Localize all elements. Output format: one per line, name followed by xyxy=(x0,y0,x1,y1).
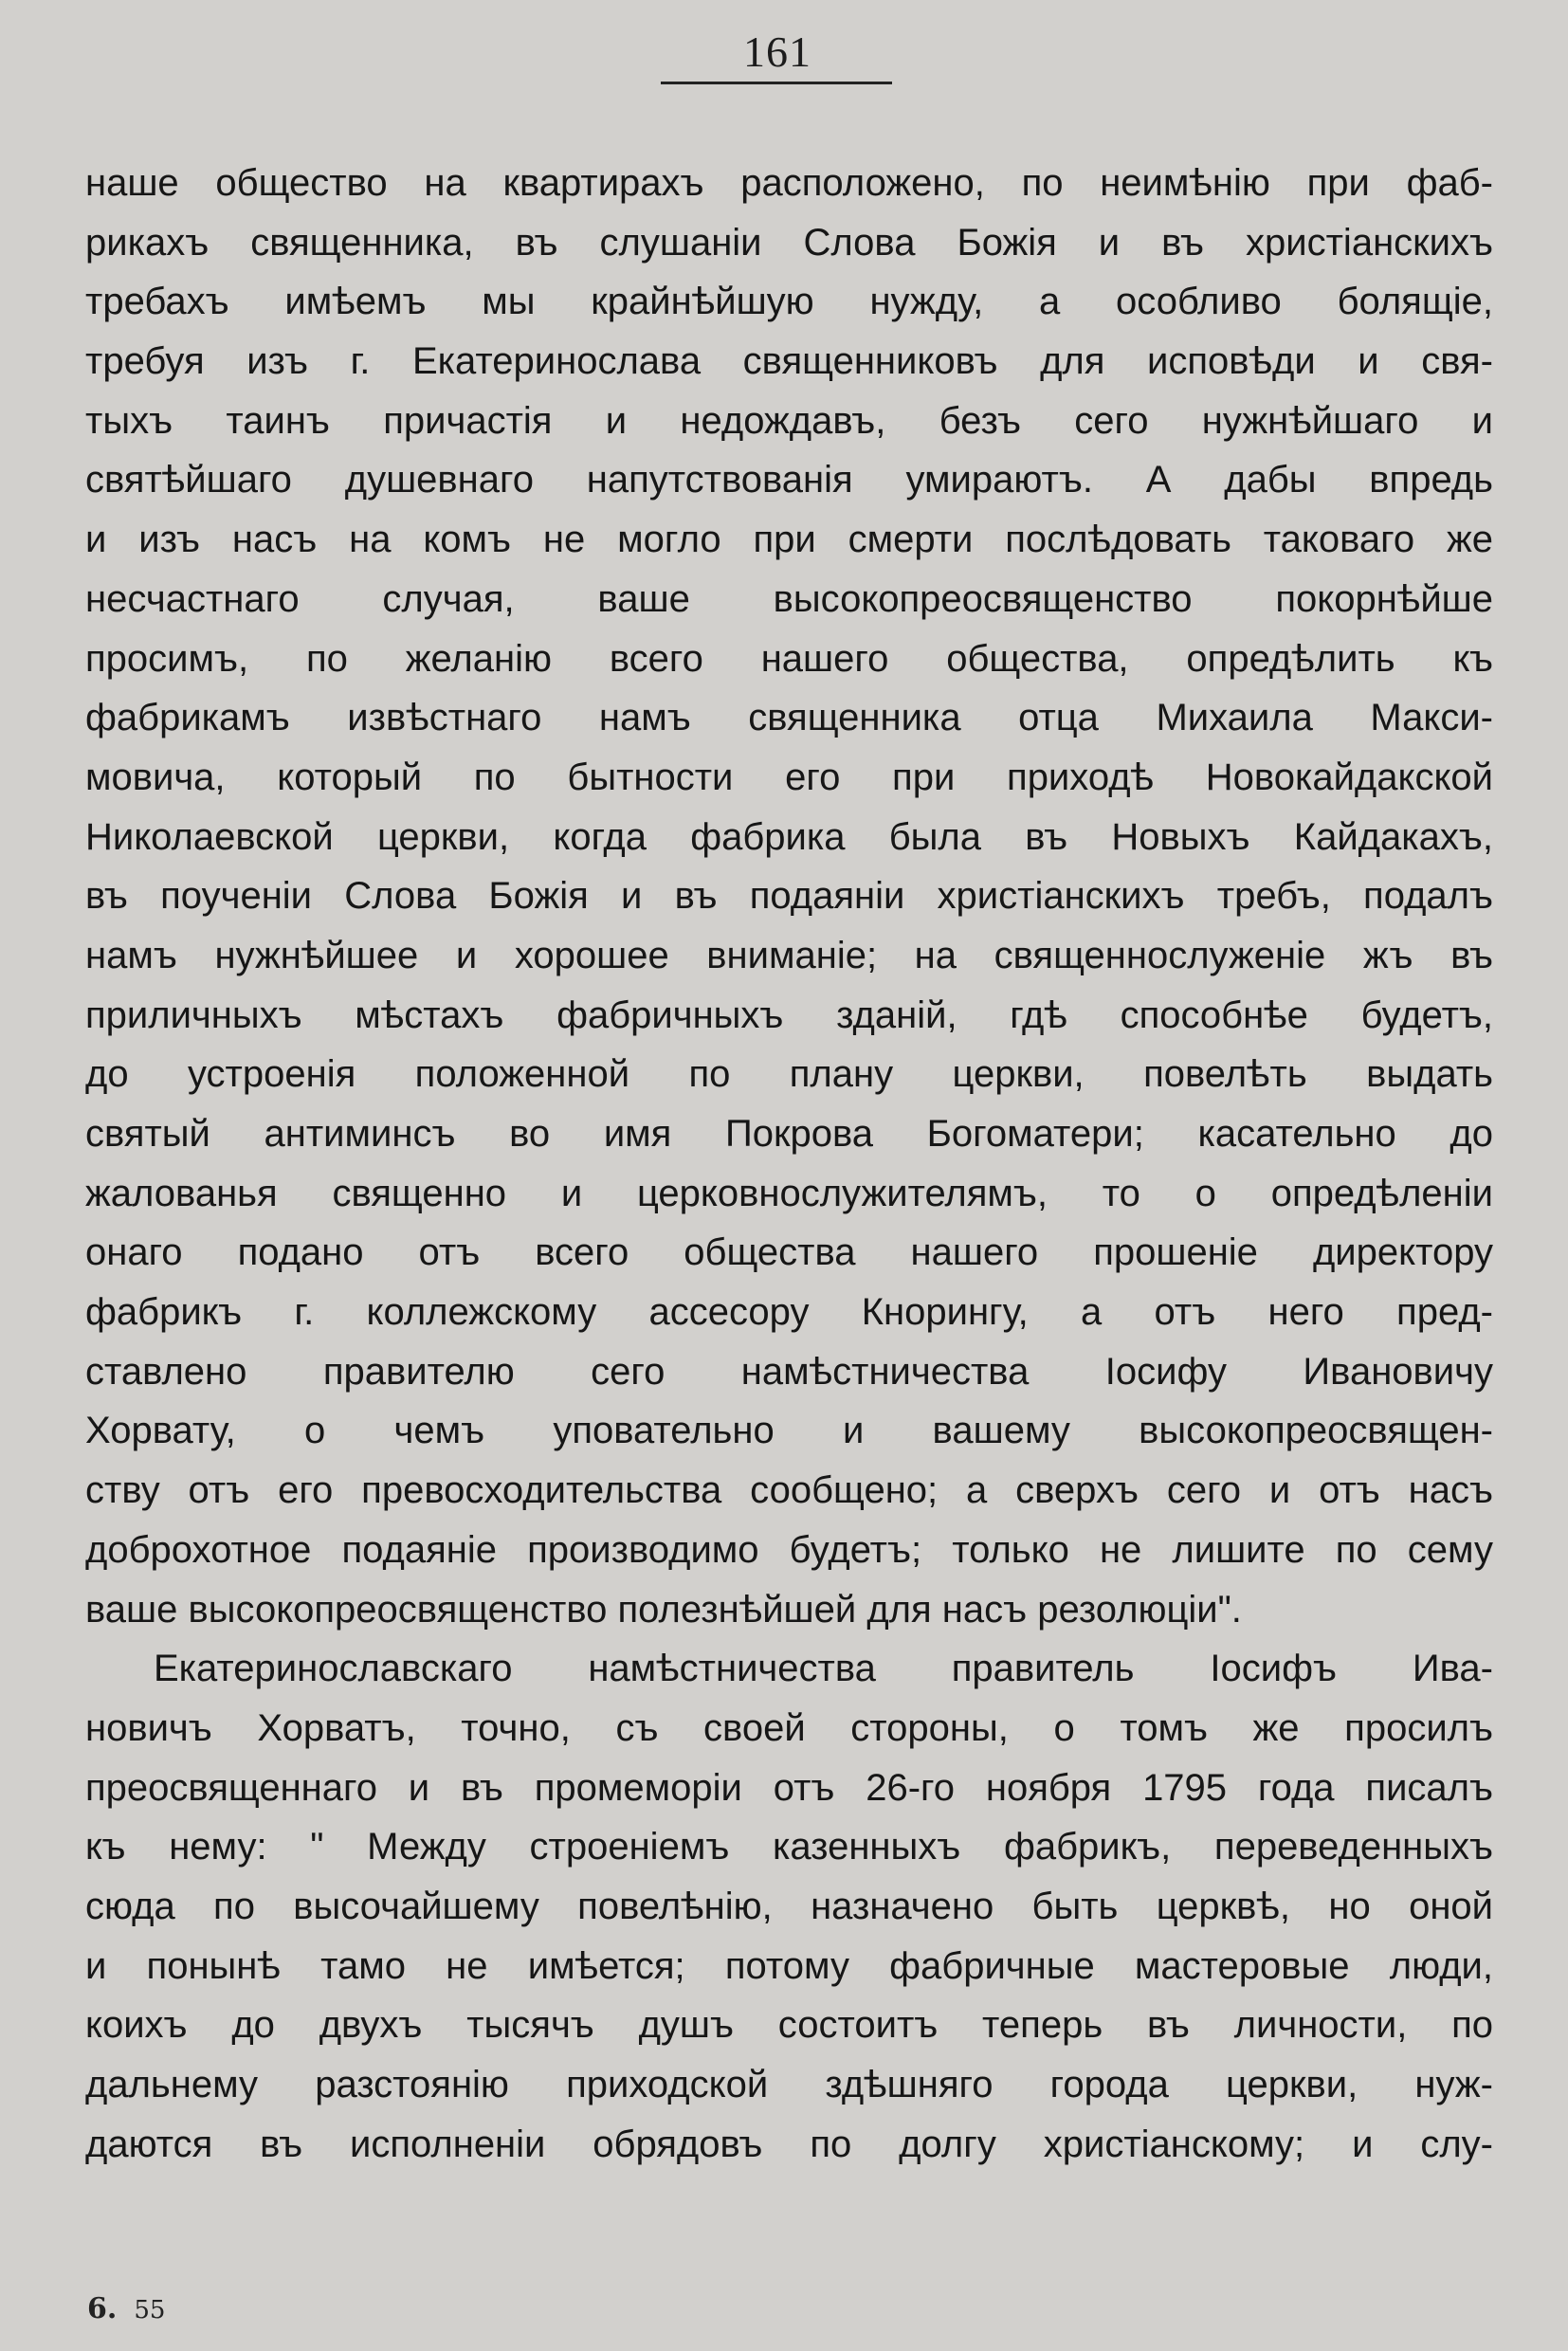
text-line: новичъ Хорватъ, точно, съ своей стороны, о томъ же просилъ xyxy=(85,1706,1493,1749)
text-line: намъ нужнѣйшее и хорошее вниманіе; на священнослуженіе жъ въ xyxy=(85,934,1493,976)
printer-signature xyxy=(87,2292,165,2325)
text-line: и понынѣ тамо не имѣется; потому фабричные мастеровые люди, xyxy=(85,1944,1493,1987)
text-line: просимъ, по желанію всего нашего общества, опредѣлить къ xyxy=(85,637,1493,680)
text-line: требахъ имѣемъ мы крайнѣйшую нужду, а особливо болящіе, xyxy=(85,281,1493,323)
text-line: преосвященнаго и въ промеморіи отъ 26-го ноября 1795 года писалъ xyxy=(85,1766,1493,1809)
text-line: наше общество на квартирахъ расположено, по неимѣнію при фаб- xyxy=(85,162,1493,204)
paragraph-start-line: Екатеринославскаго намѣстничества правитель Іосифъ Ива- xyxy=(154,1648,1493,1690)
text-line: коихъ до двухъ тысячъ душъ состоитъ теперь въ личности, по xyxy=(85,2004,1493,2047)
text-line: Николаевской церкви, когда фабрика была въ Новыхъ Кайдакахъ, xyxy=(85,815,1493,858)
text-line: тыхъ таинъ причастія и недождавъ, безъ сего нужнѣйшаго и xyxy=(85,399,1493,442)
text-line: доброхотное подаяніе производимо будетъ; только не лишите по сему xyxy=(85,1528,1493,1571)
text-line: приличныхъ мѣстахъ фабричныхъ зданій, гдѣ способнѣе будетъ, xyxy=(85,993,1493,1036)
page-number-rule xyxy=(661,82,892,84)
text-line: дальнему разстоянію приходской здѣшняго города церкви, нуж- xyxy=(85,2064,1493,2105)
text-line: сюда по высочайшему повелѣнію, назначено быть церквѣ, но оной xyxy=(85,1885,1493,1927)
text-line: даются въ исполненіи обрядовъ по долгу христіанскому; и слу- xyxy=(85,2123,1493,2165)
text-line: рикахъ священника, въ слушаніи Слова Божія и въ христіанскихъ xyxy=(85,221,1493,264)
body-text xyxy=(85,154,1493,2174)
text-line: фабрикъ г. коллежскому ассесору Кнорингу, а отъ него пред- xyxy=(85,1291,1493,1334)
text-line: святѣйшаго душевнаго напутствованія умираютъ. А дабы впредь xyxy=(85,459,1493,501)
text-line: до устроенія положенной по плану церкви, повелѣть выдать xyxy=(85,1053,1493,1096)
text-line: и изъ насъ на комъ не могло при смерти послѣдовать таковаго же xyxy=(85,519,1493,561)
text-line: мовича, который по бытности его при приходѣ Новокайдакской xyxy=(85,756,1493,798)
text-line: жалованья священно и церковнослужителямъ, то о опредѣленіи xyxy=(85,1172,1493,1214)
text-line: ству отъ его превосходительства сообщено; а сверхъ сего и отъ насъ xyxy=(85,1469,1493,1512)
text-line: къ нему: " Между строеніемъ казенныхъ фабрикъ, переведенныхъ xyxy=(85,1826,1493,1868)
page-number: 161 xyxy=(743,27,811,76)
text-line: требуя изъ г. Екатеринослава священниковъ для исповѣди и свя- xyxy=(85,340,1493,383)
text-line: онаго подано отъ всего общества нашего прошеніе директору xyxy=(85,1231,1493,1274)
text-line: святый антиминсъ во имя Покрова Богоматери; касательно до xyxy=(85,1113,1493,1155)
text-line: въ поученіи Слова Божія и въ подаяніи христіанскихъ требъ, подалъ xyxy=(85,875,1493,918)
signature-mark: 6. xyxy=(87,2292,118,2325)
text-line: ставлено правителю сего намѣстничества Іосифу Ивановичу xyxy=(85,1350,1493,1393)
text-line: фабрикамъ извѣстнаго намъ священника отца Михаила Макси- xyxy=(85,697,1493,739)
signature-number: 55 xyxy=(134,2296,166,2324)
text-line: Хорвату, о чемъ уповательно и вашему высокопреосвящен- xyxy=(85,1410,1493,1452)
text-line: несчастнаго случая, ваше высокопреосвященство покорнѣйше xyxy=(85,577,1493,620)
paragraph-end-line: ваше высокопреосвященство полезнѣйшей для насъ резолюціи". xyxy=(85,1588,1242,1631)
